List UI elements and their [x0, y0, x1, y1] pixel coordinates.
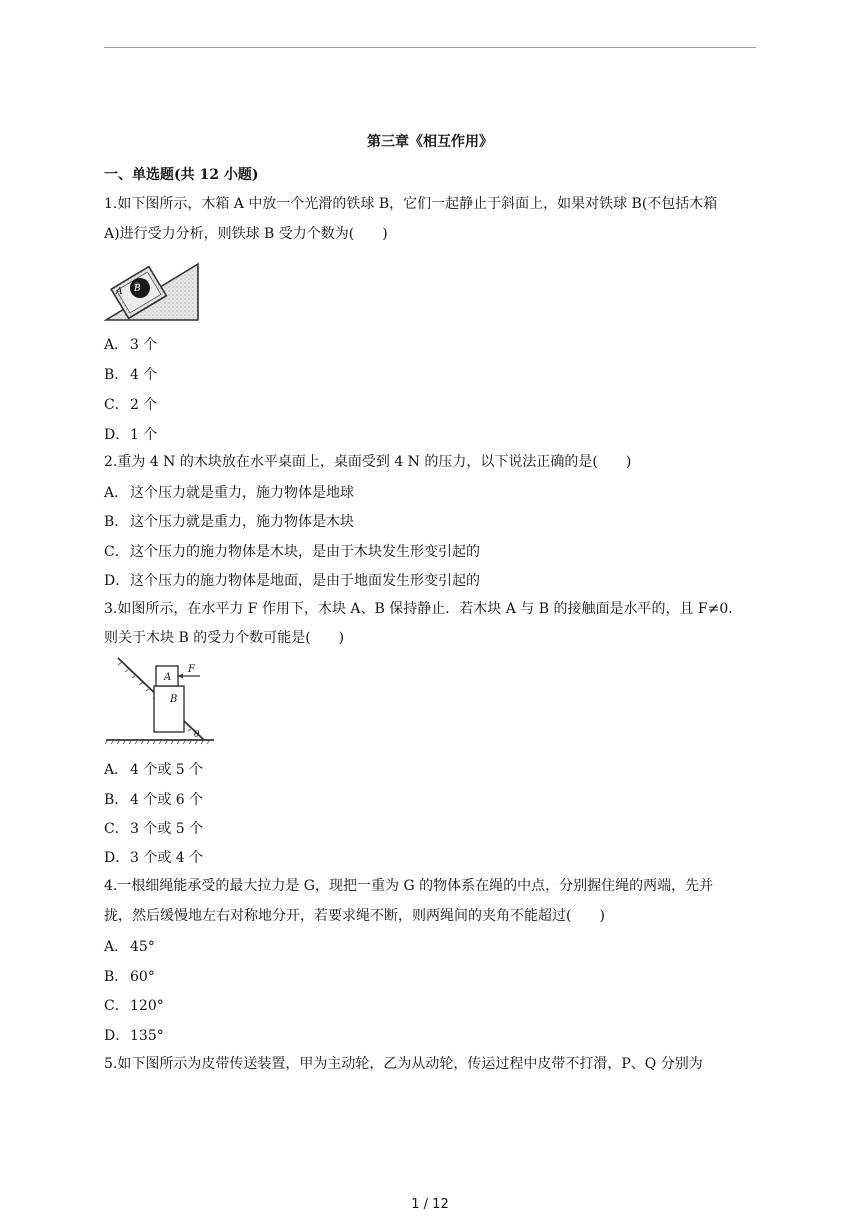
question-4-option-c: C．120°	[104, 998, 164, 1014]
question-3-line-2: 则关于木块 B 的受力个数可能是( )	[104, 630, 345, 646]
question-2-option-d: D．这个压力的施力物体是地面，是由于地面发生形变引起的	[104, 573, 480, 589]
question-1-option-a: A． 3 个	[104, 337, 158, 353]
figure-label-a: A	[116, 287, 123, 297]
question-4-line-2: 拢，然后缓慢地左右对称地分开，若要求绳不断，则两绳间的夹角不能超过( )	[104, 908, 605, 924]
question-1-line-2: A)进行受力分析，则铁球 B 受力个数为( )	[104, 226, 388, 242]
question-3-option-c: C．3 个或 5 个	[104, 821, 204, 837]
question-3-option-a: A． 4 个或 5 个	[104, 762, 204, 778]
question-2-line-1: 2.重为 4 N 的木块放在水平桌面上，桌面受到 4 N 的压力，以下说法正确的是( )	[104, 454, 632, 470]
figure-label-theta: θ	[194, 730, 200, 740]
question-2-option-c: C．这个压力的施力物体是木块，是由于木块发生形变引起的	[104, 544, 480, 560]
question-1-option-c: C．2 个	[104, 397, 158, 413]
question-3-line-1: 3.如图所示，在水平力 F 作用下，木块 A、B 保持静止．若木块 A 与 B 的接触面是水平的，且 F≠0.	[104, 601, 733, 617]
question-4-option-a: A． 45°	[104, 939, 155, 955]
header-rule	[104, 47, 756, 48]
question-4-option-b: B． 60°	[104, 969, 155, 985]
question-3-option-d: D．3 个或 4 个	[104, 850, 204, 866]
block-b	[154, 686, 184, 732]
question-1-line-1: 1.如下图所示，木箱 A 中放一个光滑的铁球 B，它们一起静止于斜面上，如果对铁球 B(不包括木箱	[104, 196, 718, 212]
figure-label-f: F	[188, 664, 195, 675]
page-number: 1 / 12	[411, 1197, 449, 1212]
question-4-option-d: D．135°	[104, 1028, 164, 1044]
question-2-option-a: A． 这个压力就是重力，施力物体是地球	[104, 485, 354, 501]
section-heading: 一、单选题(共 12 小题)	[104, 167, 259, 183]
figure-label-a: A	[164, 672, 172, 683]
question-4-line-1: 4.一根细绳能承受的最大拉力是 G，现把一重为 G 的物体系在绳的中点，分别握住绳的两端，先并	[104, 878, 714, 894]
question-3-option-b: B． 4 个或 6 个	[104, 792, 204, 808]
question-1-figure	[104, 254, 202, 324]
question-2-option-b: B． 这个压力就是重力，施力物体是木块	[104, 514, 354, 530]
page-title: 第三章《相互作用》	[367, 134, 493, 150]
figure-label-b: B	[170, 694, 178, 705]
question-1-option-b: B． 4 个	[104, 367, 158, 383]
question-3-figure	[104, 656, 216, 746]
question-5-line-1: 5.如下图所示为皮带传送装置，甲为主动轮，乙为从动轮，传运过程中皮带不打滑，P、Q 分别为	[104, 1056, 703, 1072]
question-1-option-d: D．1 个	[104, 427, 158, 443]
figure-label-b: B	[134, 284, 141, 294]
